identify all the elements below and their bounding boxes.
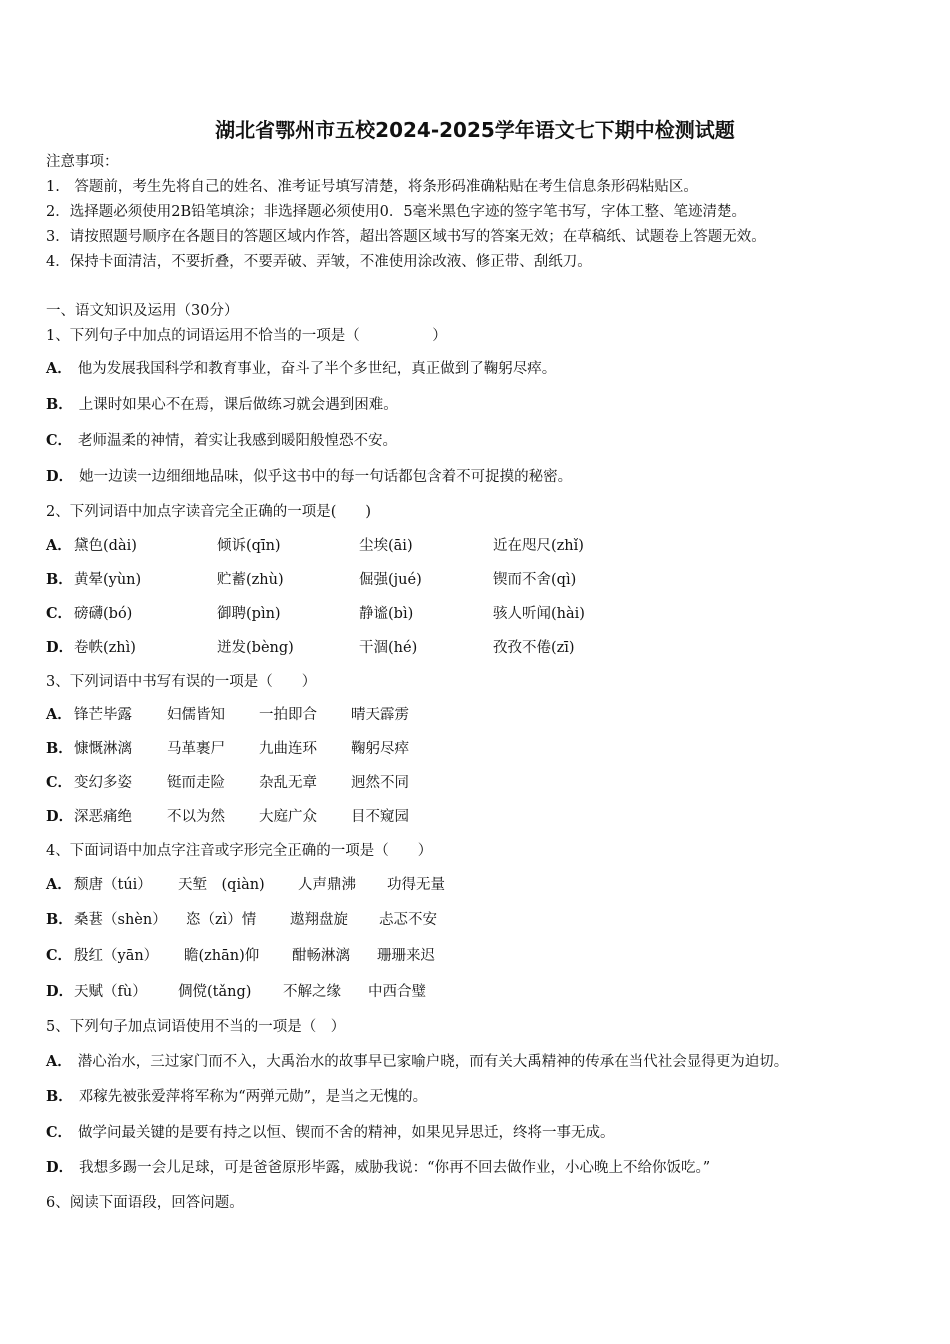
q1-option-d (46, 467, 572, 487)
option-word: 深恶痛绝 (74, 809, 132, 825)
option-word: 一拍即合 (259, 707, 317, 723)
q5-option-d (46, 1158, 710, 1178)
notice-item-3: 3．请按照题号顺序在各题目的答题区域内作答，超出答题区域书写的答案无效；在草稿纸、试题卷上答题无效。 (46, 229, 766, 245)
option-word: 天赋（fù） (74, 984, 147, 1000)
option-word: 忐忑不安 (379, 912, 437, 928)
q1-option-c (46, 431, 397, 451)
option-word: 黛色(dài) (74, 538, 137, 554)
notice-item-1: 1. 答题前，考生先将自己的姓名、准考证号填写清楚，将条形码准确粘贴在考生信息条形码粘贴区。 (46, 179, 698, 195)
option-word: 殷红（yān） (74, 948, 159, 964)
option-word: 人声鼎沸 (298, 877, 356, 893)
option-word: 恣（zì）情 (186, 912, 257, 928)
option-word: 慷慨淋漓 (74, 741, 132, 757)
question-6-stem: 6、阅读下面语段，回答问题。 (46, 1195, 244, 1211)
option-word: 天堑 (qiàn) (178, 877, 265, 893)
question-1-stem: 1、下列句子中加点的词语运用不恰当的一项是（ ） (46, 328, 447, 344)
q1-option-a (46, 359, 556, 379)
option-word: 静谧(bì) (359, 606, 414, 622)
option-word: 锲而不舍(qì) (493, 572, 577, 588)
option-word: 功得无量 (387, 877, 445, 893)
question-5-stem: 5、下列句子加点词语使用不当的一项是（ ） (46, 1019, 346, 1035)
option-word: 大庭广众 (259, 809, 317, 825)
option-word: 目不窥园 (351, 809, 409, 825)
option-word: 倜傥(tǎng) (178, 984, 252, 1000)
option-text: 老师温柔的神情，着实让我感到暖阳般惶恐不安。 (78, 433, 398, 449)
option-word: 骇人听闻(hài) (493, 606, 585, 622)
option-label: B． (46, 740, 73, 757)
q5-option-c (46, 1123, 615, 1143)
option-word: 不以为然 (167, 809, 225, 825)
option-word: 近在咫尺(zhǐ) (493, 538, 584, 554)
option-label: A． (46, 1053, 72, 1070)
option-word: 颓唐（túi） (74, 877, 152, 893)
option-label: B． (46, 571, 73, 588)
option-label: D． (46, 468, 74, 485)
option-label: D． (46, 808, 74, 825)
option-label: C． (46, 947, 73, 964)
option-label: A． (46, 876, 72, 893)
option-word: 变幻多姿 (74, 775, 132, 791)
option-word: 干涸(hé) (359, 640, 418, 656)
option-label: A． (46, 706, 72, 723)
option-label: D． (46, 639, 74, 656)
option-label: D． (46, 1159, 74, 1176)
option-text: 我想多踢一会儿足球，可是爸爸原形毕露，威胁我说：“你再不回去做作业，小心晚上不给你饭吃。” (79, 1160, 711, 1176)
q5-option-b (46, 1087, 427, 1107)
option-text: 上课时如果心不在焉，课后做练习就会遇到困难。 (78, 397, 398, 413)
question-4-stem: 4、下面词语中加点字注音或字形完全正确的一项是（ ） (46, 843, 433, 859)
option-word: 九曲连环 (259, 741, 317, 757)
option-label: B． (46, 911, 73, 928)
option-word: 贮蓄(zhù) (217, 572, 284, 588)
option-label: C． (46, 605, 73, 622)
option-word: 倾诉(qīn) (217, 538, 281, 554)
option-label: B． (46, 396, 73, 413)
q5-option-a (46, 1052, 788, 1072)
option-label: D． (46, 983, 74, 1000)
option-word: 马革裹尸 (167, 741, 225, 757)
option-text: 她一边读一边细细地品味，似乎这书中的每一句话都包含着不可捉摸的秘密。 (79, 469, 573, 485)
option-word: 磅礴(bó) (74, 606, 133, 622)
option-word: 卷帙(zhì) (74, 640, 136, 656)
option-word: 迸发(bèng) (217, 640, 294, 656)
option-label: C． (46, 1124, 73, 1141)
option-word: 中西合璧 (368, 984, 426, 1000)
option-text: 他为发展我国科学和教育事业，奋斗了半个多世纪，真正做到了鞠躬尽瘁。 (77, 361, 557, 377)
option-word: 酣畅淋漓 (292, 948, 350, 964)
option-word: 不解之缘 (283, 984, 341, 1000)
notice-item-2: 2．选择题必须使用2B铅笔填涂；非选择题必须使用0．5毫米黑色字迹的签字笔书写，字体工整、笔迹清楚。 (46, 204, 747, 220)
option-text: 潜心治水，三过家门而不入，大禹治水的故事早已家喻户晓，而有关大禹精神的传承在当代社会显得更为迫切。 (77, 1054, 789, 1070)
option-word: 御聘(pìn) (217, 606, 281, 622)
option-word: 锋芒毕露 (74, 707, 132, 723)
page-title: 湖北省鄂州市五校2024-2025学年语文七下期中检测试题 (215, 118, 735, 142)
option-label: B． (46, 1088, 73, 1105)
notice-heading: 注意事项： (46, 154, 119, 170)
option-label: A． (46, 537, 72, 554)
option-word: 遨翔盘旋 (290, 912, 348, 928)
option-label: C． (46, 432, 73, 449)
option-label: A． (46, 360, 72, 377)
option-word: 瞻(zhān)仰 (184, 948, 260, 964)
option-word: 迥然不同 (351, 775, 409, 791)
section-heading: 一、语文知识及运用（30分） (46, 303, 239, 319)
q1-option-b (46, 395, 398, 415)
option-text: 做学问最关键的是要有持之以恒、锲而不舍的精神，如果见异思迁，终将一事无成。 (78, 1125, 615, 1141)
option-word: 黄晕(yùn) (74, 572, 142, 588)
option-word: 晴天霹雳 (351, 707, 409, 723)
option-word: 杂乱无章 (259, 775, 317, 791)
option-word: 妇儒皆知 (167, 707, 225, 723)
option-word: 铤而走险 (167, 775, 225, 791)
option-word: 珊珊来迟 (377, 948, 435, 964)
option-word: 倔强(jué) (359, 572, 422, 588)
option-text: 邓稼先被张爱萍将军称为“两弹元勋”，是当之无愧的。 (78, 1089, 428, 1105)
option-word: 尘埃(āi) (359, 538, 413, 554)
question-2-stem: 2、下列词语中加点字读音完全正确的一项是( ) (46, 504, 372, 520)
option-word: 桑葚（shèn） (74, 912, 167, 928)
option-word: 鞠躬尽瘁 (351, 741, 409, 757)
option-label: C． (46, 774, 73, 791)
notice-item-4: 4．保持卡面清洁，不要折叠，不要弄破、弄皱，不准使用涂改液、修正带、刮纸刀。 (46, 254, 592, 270)
question-3-stem: 3、下列词语中书写有误的一项是（ ） (46, 674, 317, 690)
option-word: 孜孜不倦(zī) (493, 640, 575, 656)
